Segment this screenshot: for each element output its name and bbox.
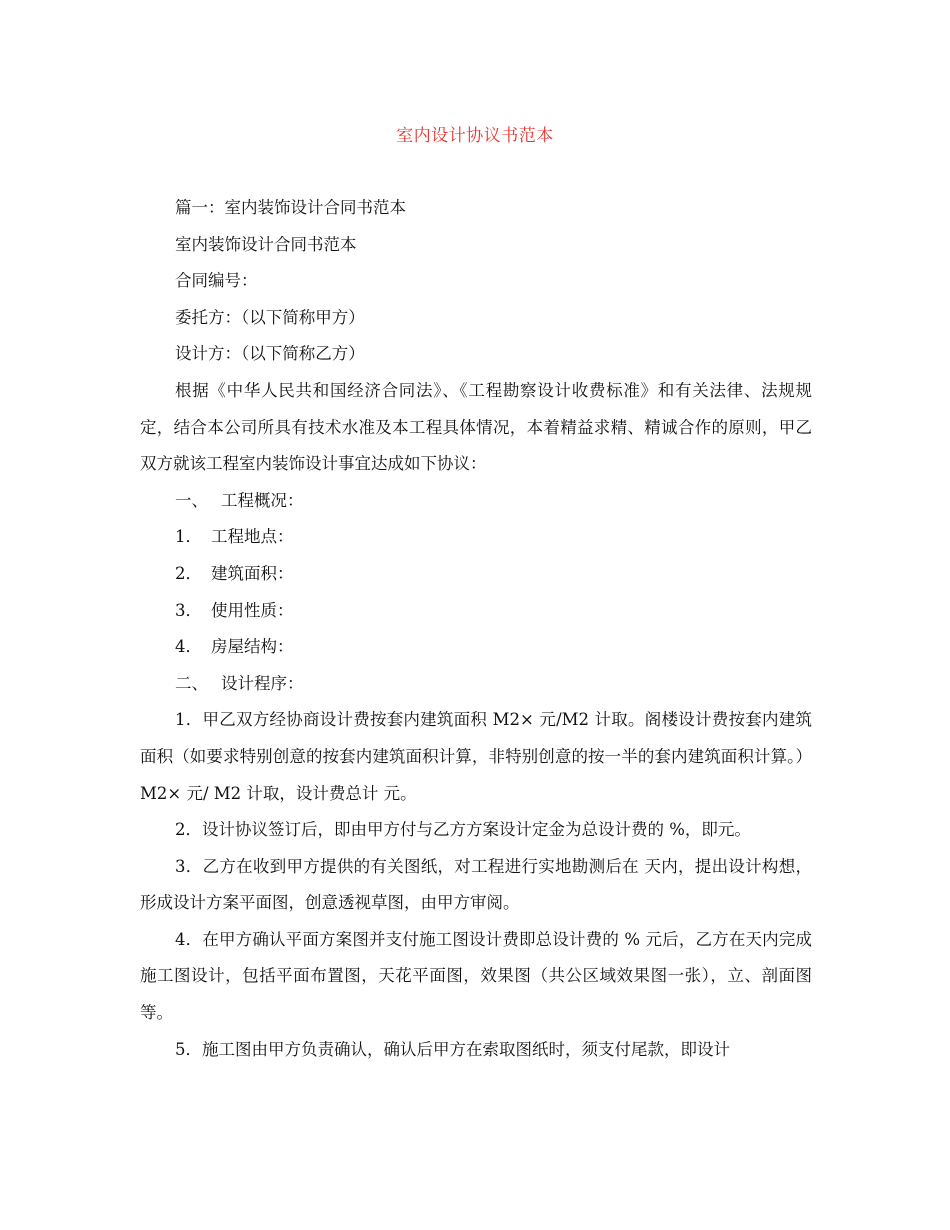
list-item <box>140 556 812 593</box>
list-marker: 1． <box>175 527 202 547</box>
list-item-text: 建筑面积： <box>211 563 294 583</box>
section-heading-2 <box>140 666 812 703</box>
list-item-text: 工程地点： <box>211 527 294 547</box>
list-marker: 2． <box>175 563 202 583</box>
list-marker: 4． <box>175 637 202 657</box>
section-title: 工程概况： <box>221 490 304 510</box>
section-title: 设计程序： <box>221 673 304 693</box>
list-item <box>140 593 812 630</box>
section-heading-1 <box>140 483 812 520</box>
section-marker: 二、 <box>175 673 208 693</box>
list-item <box>140 629 812 666</box>
clause-paragraph-5: 5．施工图由甲方负责确认，确认后甲方在索取图纸时，须支付尾款，即设计 <box>175 1039 730 1059</box>
clause-paragraph-2: 2．设计协议签订后，即由甲方付与乙方方案设计定金为总设计费的 %，即元。 <box>175 820 751 840</box>
document-body <box>140 190 812 1068</box>
clause-paragraph-1: 1．甲乙双方经协商设计费按套内建筑面积 M2× 元/M2 计取。阁楼设计费按套内建筑面积（如要求特别创意的按套内建筑面积计算，非特别创意的按一半的套内建筑面积计算。） M2× 元/ M2 计取，设计费总计 元。 <box>140 710 812 803</box>
list-marker: 3． <box>175 600 202 620</box>
clause-paragraph-3: 3．乙方在收到甲方提供的有关图纸，对工程进行实地勘测后在 天内，提出设计构想，形成设计方案平面图，创意透视草图，由甲方审阅。 <box>140 856 812 913</box>
client-line: 委托方：（以下简称甲方） <box>175 307 365 327</box>
list-item-text: 房屋结构： <box>211 637 294 657</box>
designer-line: 设计方：（以下简称乙方） <box>175 344 365 364</box>
list-item <box>140 519 812 556</box>
chapter-heading: 篇一：室内装饰设计合同书范本 <box>175 198 406 217</box>
preamble-paragraph: 根据《中华人民共和国经济合同法》、《工程勘察设计收费标准》和有关法律、法规规定，结合本公司所具有技术水准及本工程具体情况，本着精益求精、精诚合作的原则，甲乙双方就该工程室内装饰设计事宜达成如下协议： <box>140 380 812 474</box>
list-item-text: 使用性质： <box>211 600 294 620</box>
clause-paragraph-4: 4．在甲方确认平面方案图并支付施工图设计费即总设计费的 % 元后，乙方在天内完成施工图设计，包括平面布置图，天花平面图，效果图（共公区域效果图一张），立、剖面图等。 <box>140 929 812 1023</box>
section-marker: 一、 <box>175 490 208 510</box>
contract-number-line: 合同编号： <box>175 271 258 291</box>
document-title: 室内设计协议书范本 <box>396 126 554 146</box>
contract-subtitle: 室内装饰设计合同书范本 <box>175 234 357 254</box>
